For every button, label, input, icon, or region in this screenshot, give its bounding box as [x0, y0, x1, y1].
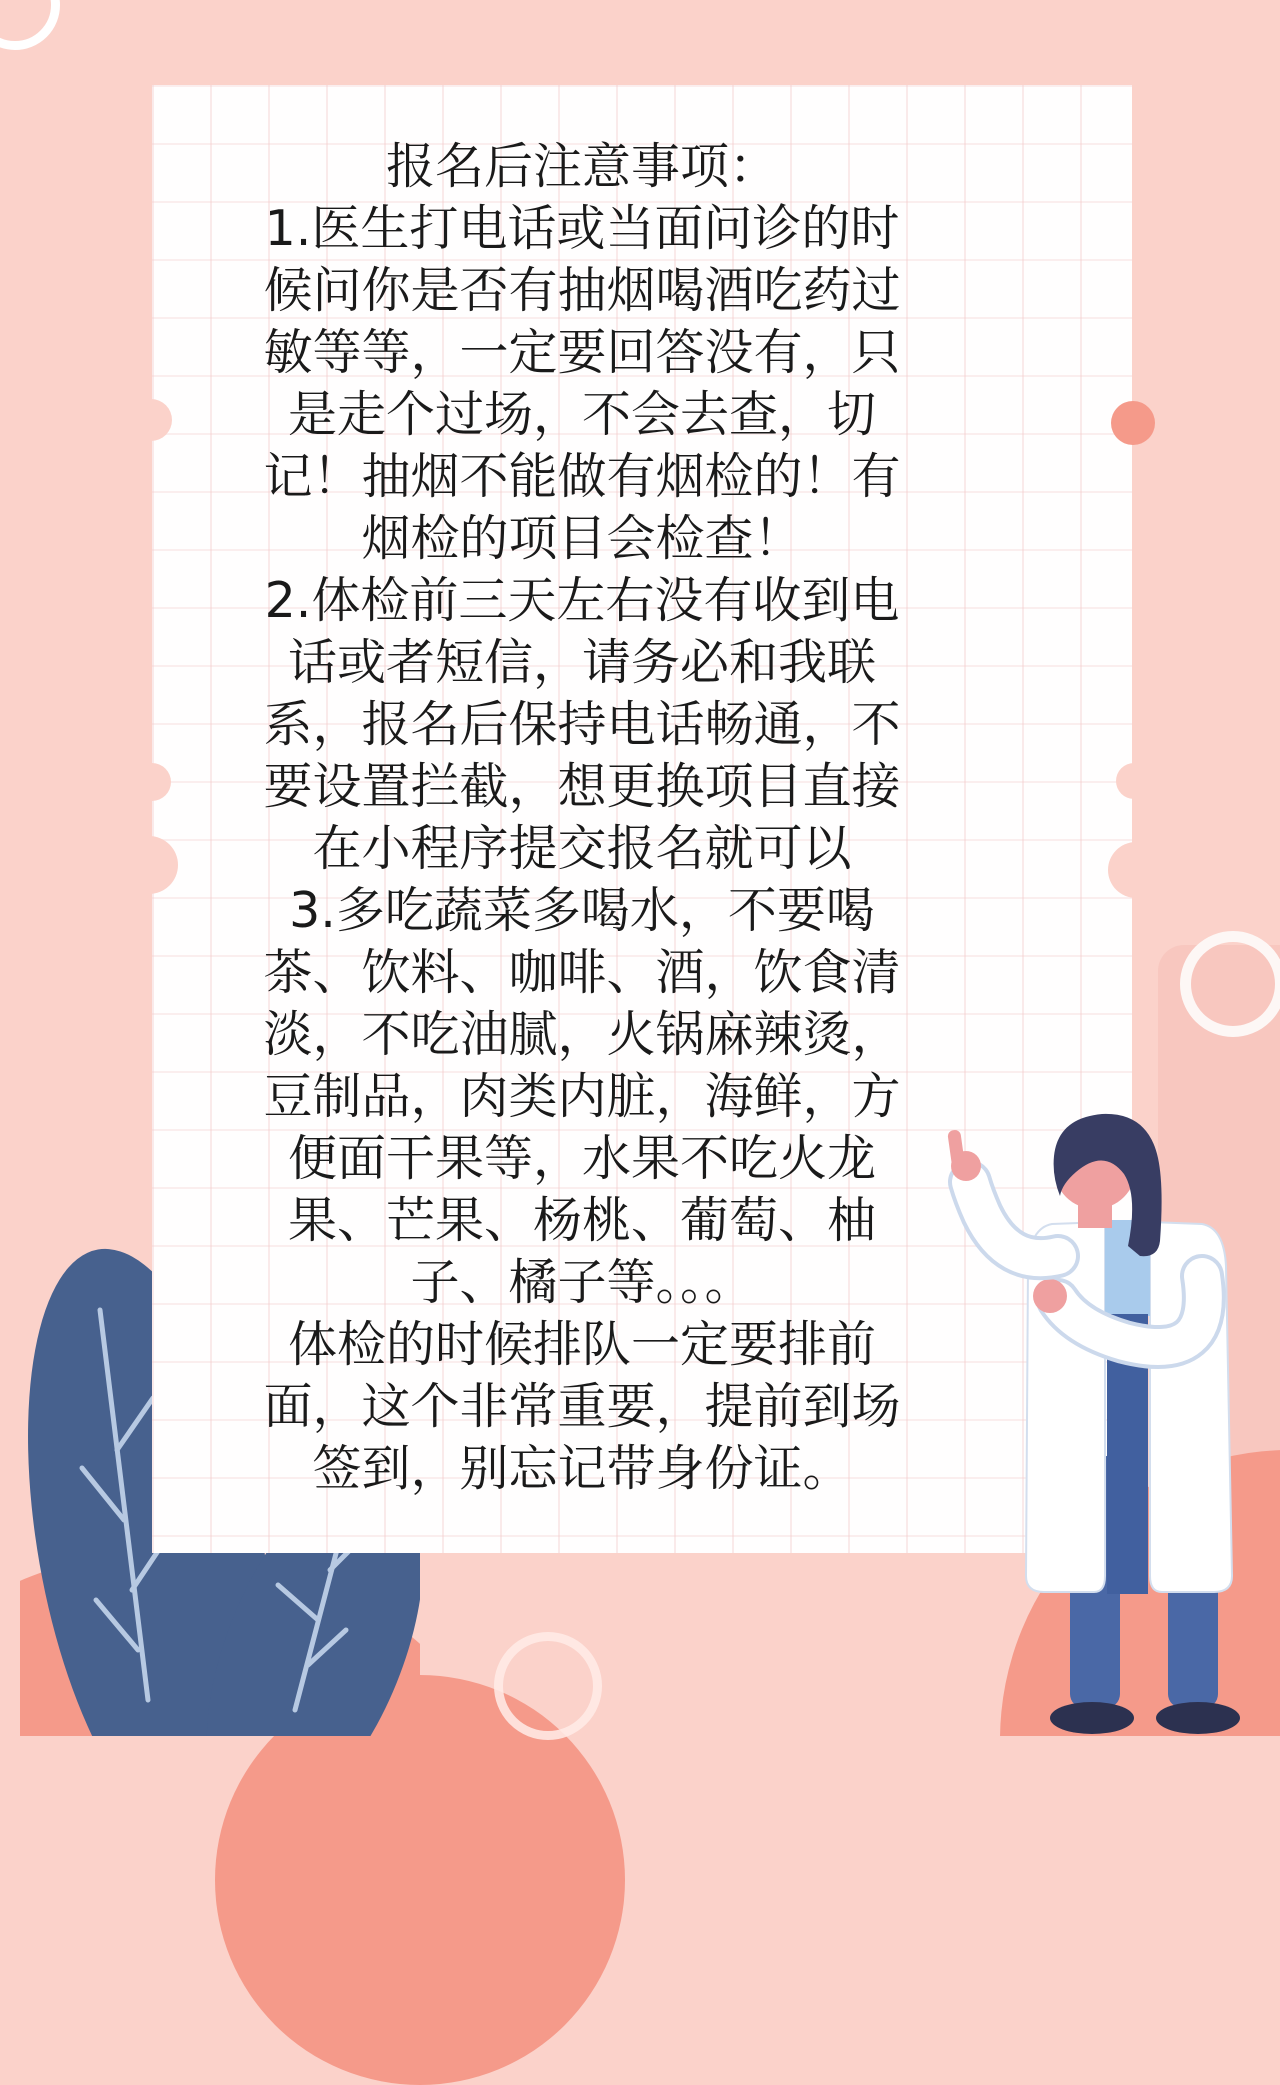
notice-text-line: 是走个过场，不会去查，切: [287, 386, 876, 443]
notice-text-line: 2.体检前三天左右没有收到电: [264, 572, 900, 629]
right-ring-decoration: [1180, 931, 1280, 1037]
notice-text-block: [232, 136, 932, 1500]
notice-text-line: 便面干果等，水果不吃火龙: [287, 1130, 876, 1187]
doctor-pointing-arm: [947, 1129, 1058, 1258]
notice-text-line: 子、橘子等。。。: [410, 1254, 754, 1311]
doctor-illustration: [880, 1036, 1280, 1736]
notice-text-line: 果、芒果、杨桃、葡萄、柚: [287, 1192, 876, 1249]
notice-text-line: 体检的时候排队一定要排前: [287, 1316, 876, 1373]
notice-text-line: 记！抽烟不能做有烟检的！有: [263, 448, 901, 505]
doctor-hand: [1033, 1279, 1067, 1313]
notice-lines: [232, 198, 932, 1500]
card-edge-tab: [1116, 763, 1152, 799]
notice-text-line: 淡，不吃油腻，火锅麻辣烫，: [263, 1006, 901, 1063]
notice-text-line: 1.医生打电话或当面问诊的时: [264, 200, 900, 257]
doctor-pointing-finger: [947, 1129, 966, 1172]
doctor-shoe: [1050, 1702, 1134, 1734]
notice-text-line: 在小程序提交报名就可以: [312, 820, 852, 877]
notice-text-line: 烟检的项目会检查！: [361, 510, 803, 567]
notice-text-line: 话或者短信，请务必和我联: [287, 634, 876, 691]
notice-text-line: 系，报名后保持电话畅通，不: [263, 696, 901, 753]
card-edge-tab: [130, 399, 172, 441]
notice-text-line: 茶、饮料、咖啡、酒，饮食清: [263, 944, 901, 1001]
doctor-shoe: [1156, 1702, 1240, 1734]
topleft-ring-decoration: [0, 0, 60, 50]
notice-text-line: 签到，别忘记带身份证。: [312, 1440, 852, 1497]
notice-text-line: 敏等等，一定要回答没有，只: [263, 324, 901, 381]
card-edge-tab: [133, 763, 171, 801]
card-edge-tab: [1108, 842, 1164, 898]
notice-text-line: 要设置拦截，想更换项目直接: [263, 758, 901, 815]
notice-title: 报名后注意事项：: [385, 138, 778, 195]
notice-text-line: 豆制品，肉类内脏，海鲜，方: [263, 1068, 901, 1125]
notice-text-line: 候问你是否有抽烟喝酒吃药过: [263, 262, 901, 319]
notice-text-line: 3.多吃蔬菜多喝水，不要喝: [289, 882, 875, 939]
card-edge-tab-salmon: [1111, 401, 1155, 445]
notice-text-line: 面，这个非常重要，提前到场: [263, 1378, 901, 1435]
bottom-ring-decoration: [494, 1632, 602, 1740]
card-edge-tab: [120, 836, 178, 894]
